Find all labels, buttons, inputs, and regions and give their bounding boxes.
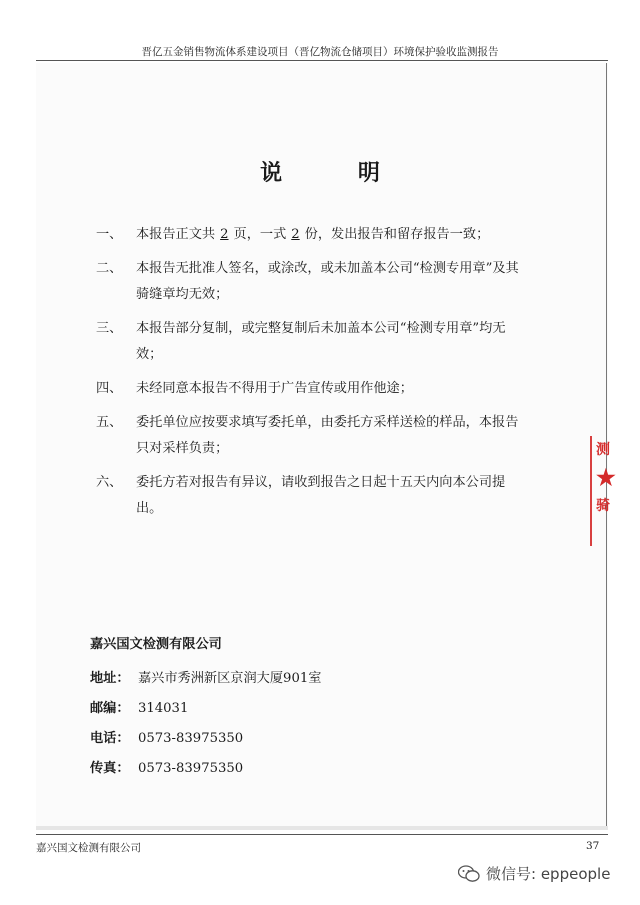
item-text: 未经同意本报告不得用于广告宣传或用作他途； — [136, 381, 413, 396]
postcode-value: 314031 — [138, 701, 189, 716]
list-item — [96, 316, 526, 368]
page-title: 说 明 — [260, 160, 414, 186]
item-number: 三、 — [96, 321, 123, 336]
scan-bottom-edge — [36, 826, 608, 830]
address-value: 嘉兴市秀洲新区京润大厦901室 — [138, 671, 322, 686]
fax-row — [90, 754, 321, 784]
wechat-icon — [458, 865, 480, 883]
page-number: 37 — [586, 840, 600, 852]
phone-value: 0573-83975350 — [138, 731, 244, 746]
postcode-row — [90, 694, 321, 724]
address-label: 地址： — [90, 671, 130, 686]
item-text-part: 份，发出报告和留存报告一致； — [304, 227, 490, 242]
footer-rule — [36, 834, 608, 835]
header-rule — [36, 60, 608, 61]
copies-value: 2 — [291, 227, 300, 242]
company-name: 嘉兴国文检测有限公司 — [90, 637, 222, 652]
item-number: 一、 — [96, 227, 123, 242]
list-item — [96, 256, 526, 308]
pages-value: 2 — [220, 227, 229, 242]
item-text-part: 页，一式 — [233, 227, 287, 242]
item-number: 四、 — [96, 381, 123, 396]
item-number: 二、 — [96, 261, 123, 276]
stamp-char-top: 测 — [596, 442, 610, 458]
fax-label: 传真： — [90, 761, 130, 776]
stamp-char-bottom: 骑 — [596, 498, 610, 514]
item-text: 本报告无批准人签名，或涂改，或未加盖本公司“检测专用章”及其骑缝章均无效； — [136, 261, 519, 302]
seam-stamp — [590, 436, 622, 546]
page-header: 晋亿五金销售物流体系建设项目（晋亿物流仓储项目）环境保护验收监测报告 — [141, 46, 499, 58]
footer-company: 嘉兴国文检测有限公司 — [36, 842, 141, 854]
item-text: 委托单位应按要求填写委托单，由委托方采样送检的样品，本报告只对采样负责； — [136, 415, 519, 456]
address-row — [90, 664, 321, 694]
list-item — [96, 222, 526, 248]
item-number: 五、 — [96, 415, 123, 430]
stamp-star-icon: ★ — [596, 465, 616, 491]
item-number: 六、 — [96, 475, 123, 490]
company-info — [90, 630, 321, 784]
fax-value: 0573-83975350 — [138, 761, 244, 776]
item-text-part: 本报告正文共 — [136, 227, 216, 242]
list-item — [96, 470, 526, 522]
watermark-text: 微信号: eppeople — [486, 865, 611, 883]
item-text — [136, 222, 526, 248]
phone-row — [90, 724, 321, 754]
notice-list — [96, 222, 526, 530]
item-text: 委托方若对报告有异议，请收到报告之日起十五天内向本公司提出。 — [136, 475, 506, 516]
phone-label: 电话： — [90, 731, 130, 746]
wechat-watermark — [458, 863, 610, 884]
item-text: 本报告部分复制，或完整复制后未加盖本公司“检测专用章”均无效； — [136, 321, 506, 362]
list-item — [96, 410, 526, 462]
list-item — [96, 376, 526, 402]
postcode-label: 邮编： — [90, 701, 130, 716]
